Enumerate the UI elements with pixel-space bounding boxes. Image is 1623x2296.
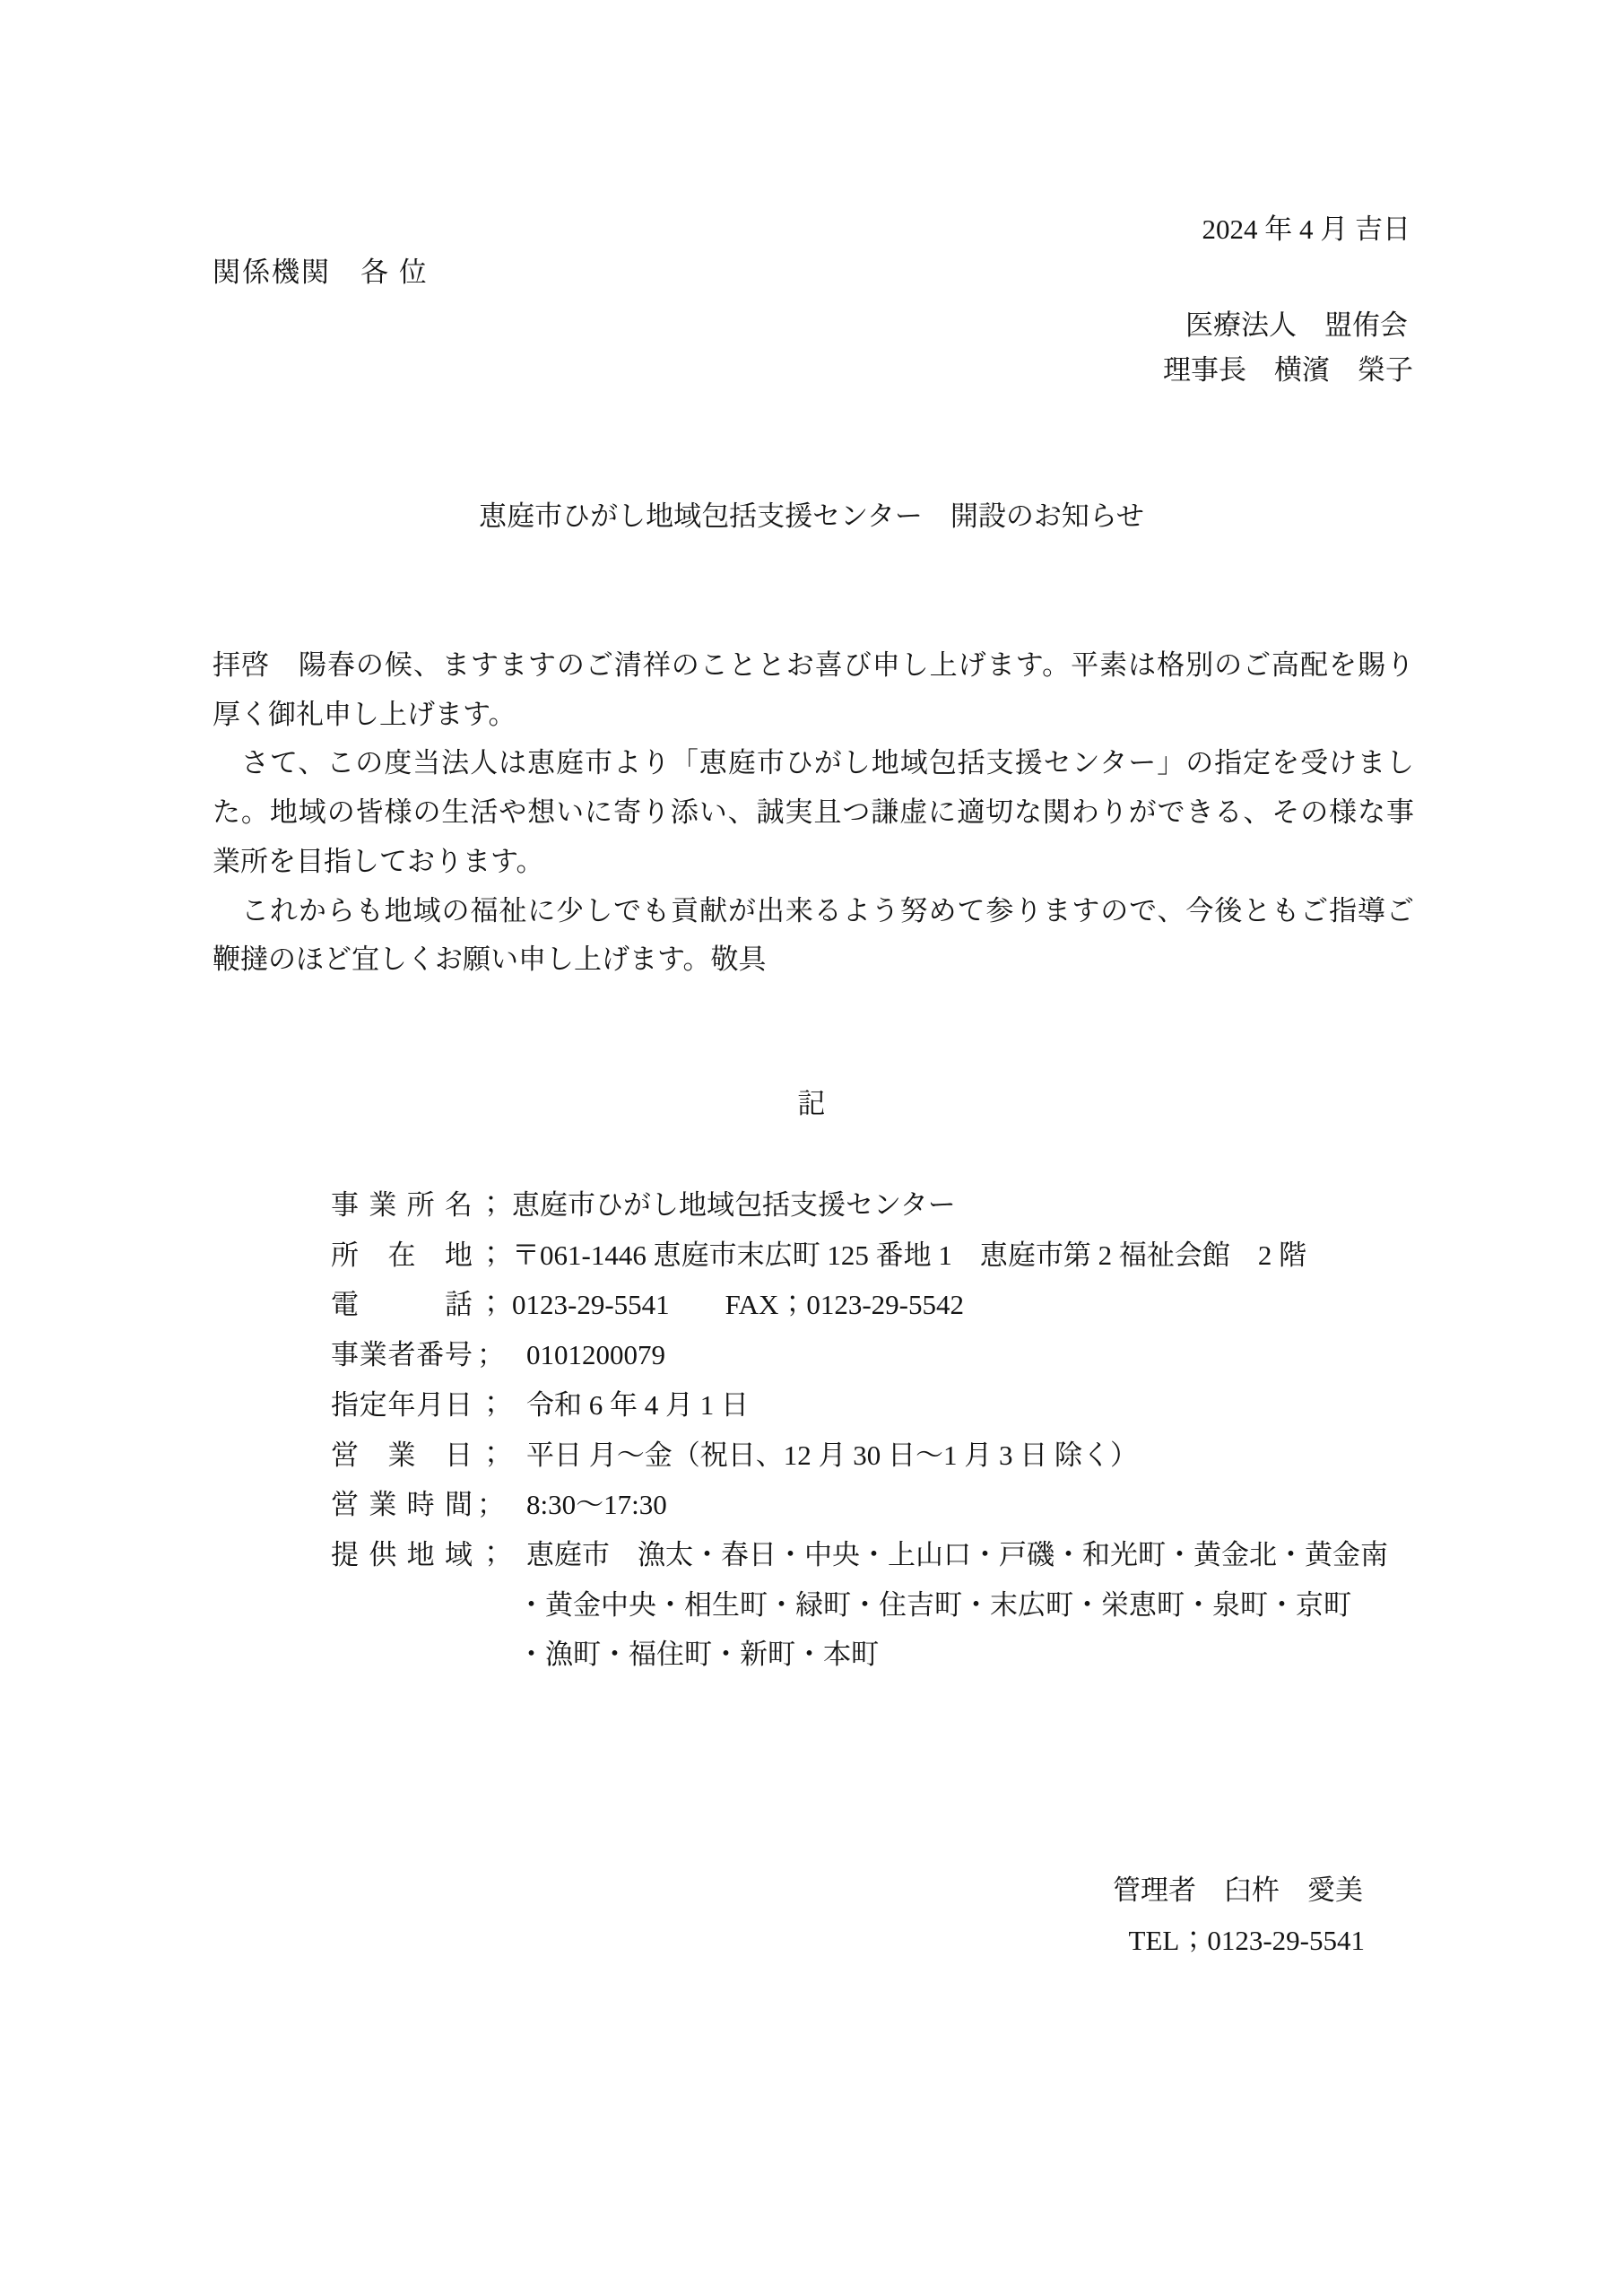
sender-organization: 医療法人 盟侑会 [1185, 309, 1408, 341]
detail-continuation-line: ・黄金中央・相生町・緑町・住吉町・末広町・栄恵町・泉町・京町 [517, 1588, 1351, 1621]
detail-label: 事業者番号 [331, 1339, 473, 1371]
section-marker: 記 [797, 1088, 826, 1119]
detail-value: 平日 月～金（祝日、12 月 30 日～1 月 3 日 除く） [526, 1439, 1138, 1471]
detail-separator: ； [477, 1388, 505, 1421]
detail-value: 恵庭市 漁太・春日・中央・上山口・戸磯・和光町・黄金北・黄金南 [526, 1538, 1388, 1570]
body-line: 拝啓 陽春の候、ますますのご清祥のこととお喜び申し上げます。平素は格別のご高配を賜り [213, 649, 1414, 681]
detail-separator: ； [477, 1289, 505, 1321]
body-line: これからも地域の福祉に少しでも貢献が出来るよう努めて参りますので、今後ともご指導ご [213, 894, 1414, 926]
detail-separator: ； [477, 1339, 505, 1371]
detail-value: 恵庭市ひがし地域包括支援センター [512, 1189, 956, 1221]
detail-row [331, 1330, 1461, 1380]
body-paragraphs [213, 641, 1414, 985]
tel-line: TEL；0123-29-5541 [1128, 1925, 1365, 1956]
document-title: 恵庭市ひがし地域包括支援センター 開設のお知らせ [479, 500, 1144, 532]
letter-date: 2024 年 4 月 吉日 [1202, 213, 1410, 245]
body-line: 厚く御礼申し上げます。 [213, 698, 516, 730]
detail-separator: ； [477, 1538, 505, 1570]
detail-value: 0123-29-5541 FAX；0123-29-5542 [512, 1289, 965, 1321]
detail-row [331, 1280, 1461, 1330]
detail-row [331, 1380, 1461, 1431]
detail-label: 電話 [331, 1289, 473, 1321]
body-line: 鞭撻のほど宜しくお願い申し上げます。敬具 [213, 944, 767, 976]
detail-row [331, 1530, 1461, 1580]
detail-row [331, 1180, 1461, 1231]
detail-row [331, 1231, 1461, 1281]
detail-separator: ； [477, 1189, 505, 1221]
detail-label: 所在地 [331, 1239, 473, 1271]
detail-label: 提供地域 [331, 1538, 473, 1570]
detail-row [331, 1480, 1461, 1530]
sender-representative: 理事長 横濱 榮子 [1163, 354, 1413, 386]
recipient-line: 関係機関 各 位 [213, 257, 429, 288]
detail-label: 営業時間 [331, 1489, 473, 1521]
detail-label: 事業所名 [331, 1189, 473, 1221]
body-line: た。地域の皆様の生活や想いに寄り添い、誠実且つ謙虚に適切な関わりができる、その様な事 [213, 796, 1414, 829]
detail-separator: ； [477, 1439, 505, 1471]
detail-value: 8:30～17:30 [526, 1489, 667, 1521]
details-list [331, 1180, 1461, 1680]
manager-line: 管理者 臼杵 愛美 [1113, 1874, 1363, 1906]
body-line: 業所を目指しております。 [213, 845, 544, 877]
detail-label: 指定年月日 [331, 1388, 473, 1421]
detail-label: 営業日 [331, 1439, 473, 1471]
detail-value: 〒061-1446 恵庭市末広町 125 番地 1 恵庭市第 2 福祉会館 2 階 [512, 1239, 1307, 1271]
detail-separator: ； [477, 1239, 505, 1271]
body-line: さて、この度当法人は恵庭市より「恵庭市ひがし地域包括支援センター」の指定を受けまし [213, 747, 1414, 779]
detail-continuation-line: ・漁町・福住町・新町・本町 [517, 1639, 879, 1671]
detail-value: 0101200079 [526, 1339, 665, 1371]
detail-separator: ； [477, 1489, 505, 1521]
detail-value: 令和 6 年 4 月 1 日 [526, 1388, 749, 1421]
detail-row [331, 1431, 1461, 1481]
